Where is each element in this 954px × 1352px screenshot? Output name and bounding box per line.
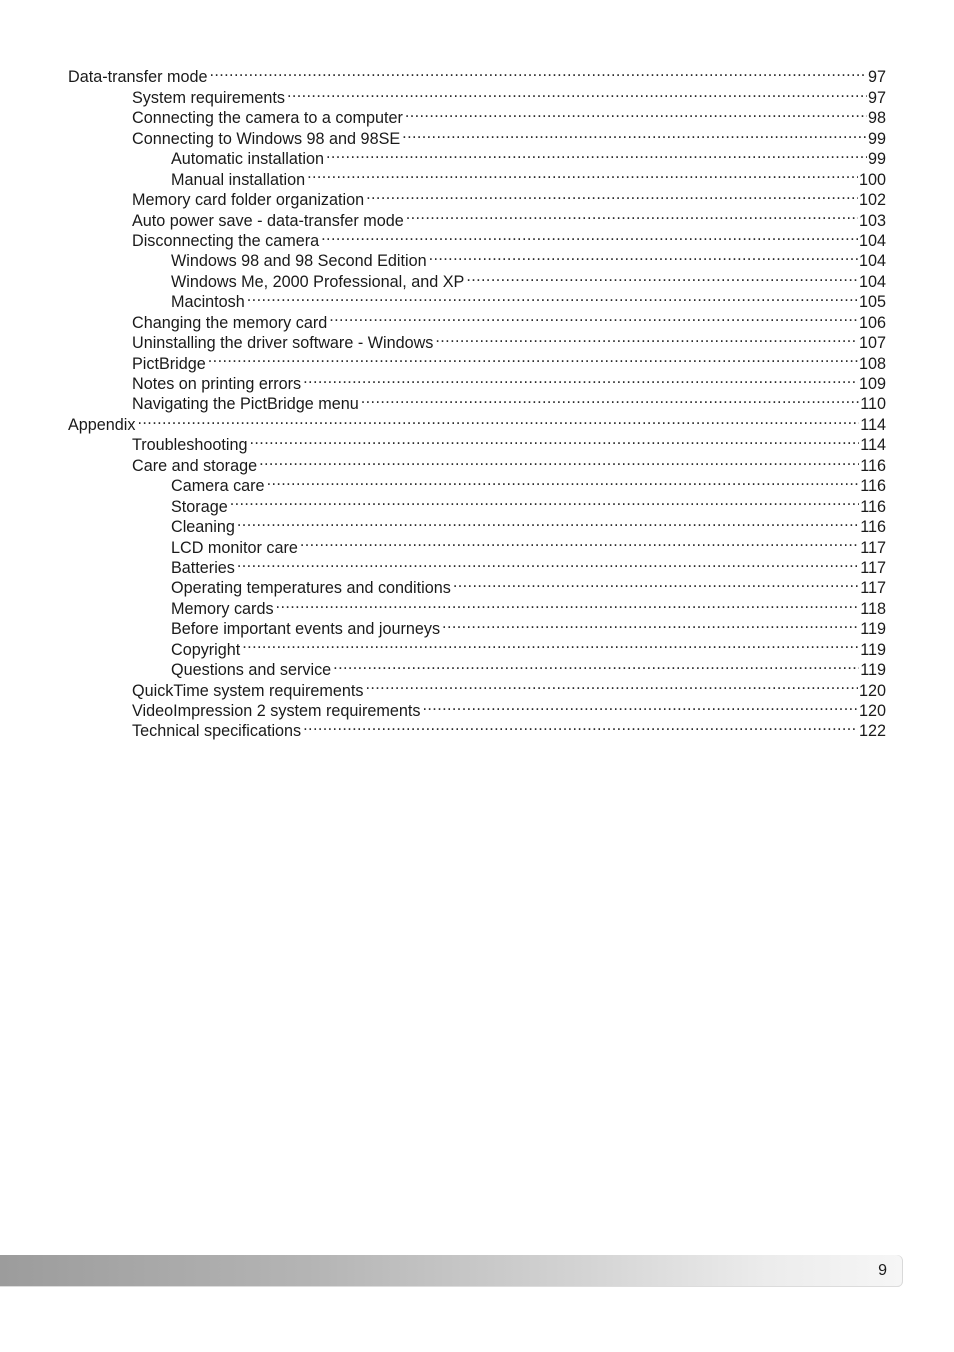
toc-entry-page-number: 118	[860, 599, 886, 618]
toc-entry-page-number: 102	[858, 191, 886, 210]
dot-leader	[361, 389, 859, 409]
dot-leader	[321, 226, 858, 246]
toc-entry-title: Automatic installation	[171, 150, 324, 169]
dot-leader	[303, 369, 858, 389]
toc-entry-page-number: 116	[860, 497, 886, 516]
dot-leader	[453, 573, 859, 593]
toc-entry-page-number: 108	[858, 354, 886, 373]
footer-bar	[0, 1255, 903, 1287]
toc-entry-page-number: 114	[860, 415, 886, 434]
toc-entry-page-number: 116	[860, 456, 886, 475]
toc-entry-page-number: 106	[858, 313, 886, 332]
dot-leader	[230, 491, 859, 511]
toc-entry-page-number: 100	[858, 170, 886, 189]
toc-entry-page-number: 120	[858, 702, 886, 720]
toc-entry-page-number: 107	[858, 334, 886, 353]
toc-entry-title: Changing the memory card	[132, 313, 328, 332]
toc-entry[interactable]	[68, 409, 886, 434]
toc-entry-title: LCD monitor care	[171, 538, 298, 557]
toc-entry-title: Before important events and journeys	[171, 620, 441, 639]
toc-entry-title: Connecting the camera to a computer	[132, 109, 403, 128]
toc-entry-title: Technical specifications	[132, 722, 302, 741]
dot-leader	[237, 512, 859, 532]
dot-leader	[366, 185, 858, 205]
toc-entry[interactable]	[68, 62, 886, 87]
dot-leader	[423, 696, 858, 716]
toc-entry-page-number: 114	[860, 436, 886, 455]
toc-entry-page-number: 109	[858, 375, 886, 393]
toc-entry-page-number: 116	[860, 477, 886, 496]
dot-leader	[209, 62, 867, 82]
toc-entry-title: Questions and service	[171, 661, 332, 680]
toc-entry-title: Troubleshooting	[132, 436, 248, 455]
dot-leader	[435, 328, 858, 348]
toc-entry[interactable]	[68, 430, 886, 455]
toc-entry-title: Camera care	[171, 477, 265, 496]
dot-leader	[442, 614, 859, 634]
toc-entry-title: Notes on printing errors	[132, 375, 302, 393]
toc-entry-page-number: 98	[867, 109, 886, 128]
dot-leader	[208, 348, 858, 368]
dot-leader	[300, 532, 859, 552]
toc-entry-page-number: 99	[867, 129, 886, 148]
toc-entry-title: Memory cards	[171, 599, 274, 618]
toc-entry-page-number: 122	[858, 722, 886, 741]
toc-entry-page-number: 119	[860, 620, 886, 639]
dot-leader	[247, 287, 858, 307]
toc-entry-page-number: 119	[860, 661, 886, 680]
toc-entry-page-number: 105	[858, 293, 886, 312]
toc-entry-title: Navigating the PictBridge menu	[132, 395, 359, 414]
toc-entry-page-number: 104	[858, 252, 886, 271]
toc-entry-page-number: 97	[867, 88, 886, 107]
toc-entry-page-number: 104	[858, 231, 886, 250]
dot-leader	[333, 655, 859, 675]
page-number: 9	[878, 1262, 887, 1279]
toc-entry-page-number: 120	[858, 681, 886, 700]
toc-entry-page-number: 117	[860, 538, 886, 557]
dot-leader	[402, 123, 867, 143]
toc-entry-title: Appendix	[68, 415, 136, 434]
dot-leader	[242, 634, 859, 654]
dot-leader	[329, 307, 858, 327]
toc-entry-title: VideoImpression 2 system requirements	[132, 702, 421, 720]
toc-entry-title: Cleaning	[171, 518, 235, 537]
dot-leader	[405, 103, 867, 123]
toc-entry-title: Windows 98 and 98 Second Edition	[171, 252, 427, 271]
dot-leader	[237, 553, 859, 573]
toc-entry-title: Disconnecting the camera	[132, 231, 320, 250]
toc-entry-page-number: 117	[860, 558, 886, 577]
dot-leader	[406, 205, 858, 225]
toc-entry-title: Memory card folder organization	[132, 191, 365, 210]
toc-entry-title: Data-transfer mode	[68, 68, 208, 87]
toc-entry-title: Care and storage	[132, 456, 258, 475]
dot-leader	[287, 82, 867, 102]
toc-entry-title: Batteries	[171, 558, 235, 577]
table-of-contents	[68, 62, 886, 741]
toc-entry-title: Manual installation	[171, 170, 306, 189]
dot-leader	[138, 409, 860, 429]
dot-leader	[307, 164, 858, 184]
toc-entry-title: Macintosh	[171, 293, 245, 312]
dot-leader	[326, 144, 867, 164]
toc-entry-page-number: 104	[858, 272, 886, 291]
dot-leader	[259, 450, 859, 470]
toc-entry-title: Uninstalling the driver software - Windows	[132, 334, 434, 353]
dot-leader	[466, 266, 858, 286]
toc-entry-page-number: 117	[860, 579, 886, 598]
dot-leader	[429, 246, 858, 266]
dot-leader	[267, 471, 860, 491]
toc-entry-page-number: 103	[858, 211, 886, 230]
dot-leader	[276, 593, 860, 613]
toc-entry-page-number: 99	[867, 150, 886, 169]
dot-leader	[365, 675, 858, 695]
toc-entry-page-number: 110	[860, 395, 886, 414]
toc-entry-page-number: 119	[860, 640, 886, 659]
toc-entry-page-number: 116	[860, 518, 886, 537]
toc-entry-title: Windows Me, 2000 Professional, and XP	[171, 272, 465, 291]
toc-entry-title: Operating temperatures and conditions	[171, 579, 451, 598]
toc-entry-title: Copyright	[171, 640, 241, 659]
dot-leader	[303, 716, 858, 736]
toc-entry-title: System requirements	[132, 88, 285, 107]
toc-entry-title: QuickTime system requirements	[132, 681, 364, 700]
toc-entry-title: Connecting to Windows 98 and 98SE	[132, 129, 401, 148]
toc-entry-page-number: 97	[867, 68, 886, 87]
toc-entry-title: PictBridge	[132, 354, 206, 373]
toc-entry-title: Auto power save - data-transfer mode	[132, 211, 404, 230]
dot-leader	[250, 430, 860, 450]
toc-entry-title: Storage	[171, 497, 228, 516]
